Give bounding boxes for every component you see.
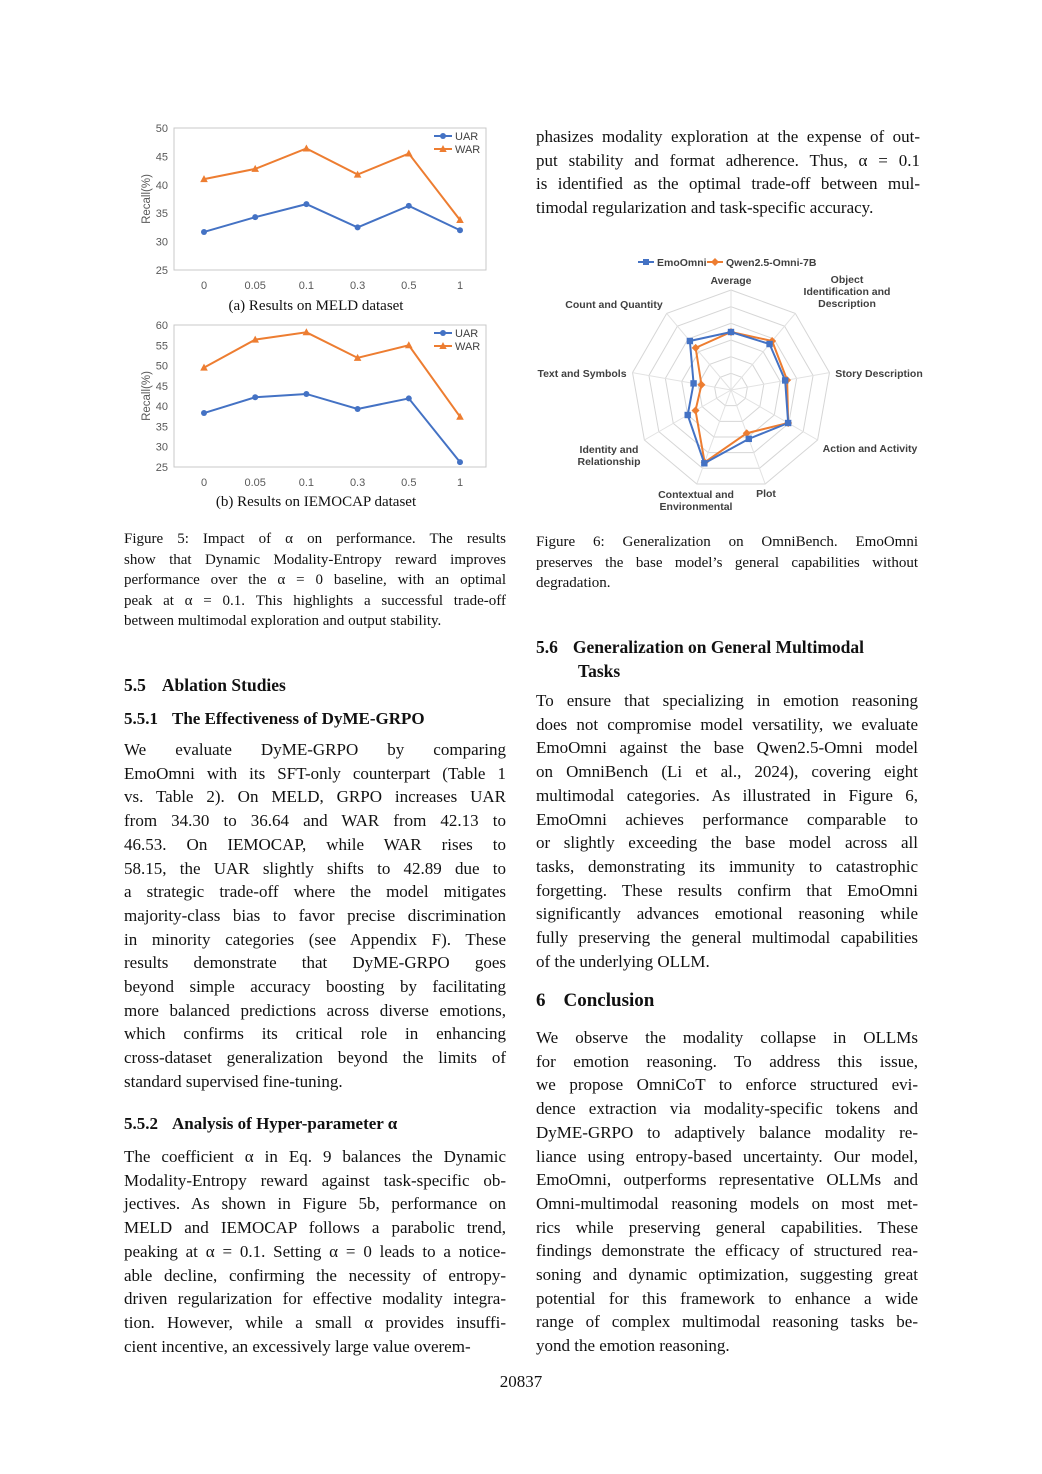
paragraph-5-5-2-line: tion. However, while a small α provides insuffi- [124,1312,506,1332]
paragraph-6-line: liance using entropy-based uncertainty. Our model, [536,1146,918,1166]
section-6-heading: 6 Conclusion [536,990,655,1011]
section-5-5-2-heading: 5.5.2 Analysis of Hyper-parameter α [124,1114,398,1133]
section-5-6-paragraph [536,689,918,973]
data-point [355,406,361,412]
paragraph-5-5-1-line: majority-class bias to favor precise discrimination [124,905,506,925]
series-line-war [204,332,460,416]
section-5-5-2-paragraph [124,1145,506,1358]
radar-axis-label-line: Identification and [803,286,891,298]
paragraph-5-5-1-line: 58.15, the UAR slightly shifts to 42.89 due to [124,858,506,878]
y-tick-label: 60 [155,320,168,332]
meld-line-chart [136,118,496,310]
figure5-caption-line: Figure 5: Impact of α on performance. The results [124,531,506,547]
x-tick-label: 1 [456,477,464,489]
radar-axis-label-line: Contextual and [658,489,734,501]
data-point [405,150,413,157]
conclusion-paragraph [536,1026,918,1358]
y-tick-label: 45 [155,151,168,164]
x-tick-label: 0 [200,280,208,292]
y-tick-label: 30 [155,236,168,249]
paragraph-5-5-2-line: jectives. As shown in Figure 5b, performance on [124,1194,506,1214]
data-point [406,395,412,401]
paragraph-5-5-1-line: We evaluate DyME-GRPO by comparing [124,740,506,759]
paragraph-6-line: for emotion reasoning. To address this issue, [536,1051,918,1071]
paragraph-5-5-1-line: EmoOmni with its SFT-only counterpart (Table 1 [124,763,506,783]
radar-axis-label [565,299,663,311]
paragraph-6-line: we propose OmniCoT to enforce structured evi- [536,1075,918,1095]
paragraph-continued-line: is identified as the optimal trade-off between mul- [536,174,920,194]
series-line-uar [204,394,460,462]
x-tick-label: 0.1 [298,477,315,489]
paragraph-6-line: potential for this framework to enhance a wide [536,1288,918,1308]
page-number: 20837 [499,1372,543,1391]
paragraph-continued-line: put stability and format adherence. Thus, α = 0.1 [536,150,920,170]
paragraph-5-5-1-line: more balanced predictions across diverse emotions, [124,1000,506,1020]
y-tick-label: 55 [155,340,168,353]
data-point [303,201,309,207]
radar-axis-label [804,274,891,310]
x-tick-label: 0 [200,477,208,489]
legend-label: UAR [455,328,479,340]
y-tick-label: 30 [155,441,168,454]
data-point [405,341,413,348]
radar-axis-label-line: Story Description [835,368,923,380]
paragraph-5-6-line: multimodal categories. As illustrated in Figure 6, [536,785,918,805]
data-point [303,391,309,397]
data-point [355,224,361,230]
radar-axis-label-line: Action and Activity [822,443,918,455]
paragraph-6-line: DyME-GRPO to adaptively balance modality re- [536,1122,918,1142]
radar-spoke [731,373,829,390]
radar-axis-label [658,489,734,513]
radar-point [701,460,707,466]
legend-label: EmoOmni [657,257,707,269]
y-tick-label: 35 [155,208,168,221]
paragraph-5-5-1-line: from 34.30 to 36.64 and WAR from 42.13 to [124,811,506,831]
section-5-6-heading: 5.6 Generalization on General Multimodal Tasks [536,637,865,681]
x-tick-label: 1 [456,280,464,292]
radar-axis-label [756,488,776,500]
meld-subcaption: (a) Results on MELD dataset [228,298,404,314]
paragraph-5-5-1-line: vs. Table 2). On MELD, GRPO increases UAR [124,787,506,807]
x-tick-label: 0.05 [244,477,266,489]
paragraph-6-line: We observe the modality collapse in OLLMs [536,1028,918,1047]
figure6-caption-line: Figure 6: Generalization on OmniBench. EmoOmni [536,534,918,550]
series-line-war [204,148,460,220]
legend-marker [711,258,719,266]
y-axis-label: Recall(%) [141,371,153,421]
data-point [406,203,412,209]
radar-point [782,377,788,383]
data-point [252,394,258,400]
y-tick-label: 50 [155,360,168,373]
radar-axis-label [835,368,923,380]
radar-point [690,380,696,386]
paragraph-6-line: findings demonstrate the efficacy of structured rea- [536,1241,918,1261]
iemocap-line-chart [136,315,496,507]
radar-point [687,338,693,344]
figure6-caption-line: degradation. [536,575,611,591]
paragraph-5-6-line: on OmniBench (Li et al., 2024), covering eight [536,762,918,782]
paragraph-6-line: rics while preserving general capabilities. These [536,1217,918,1237]
paragraph-6-line: range of complex multimodal reasoning tasks be- [536,1312,918,1332]
y-tick-label: 40 [155,179,168,192]
paragraph-5-5-2-line: able decline, confirming the necessity of entropy- [124,1265,506,1285]
paragraph-5-6-line: does not compromise model versatility, we evaluate [536,714,918,734]
radar-axis-label-line: Environmental [659,501,733,513]
paragraph-6-line: dence extraction via modality-specific tokens and [536,1099,918,1119]
legend-label: Qwen2.5-Omni-7B [726,257,817,269]
figure6-caption-line: preserves the base model’s general capabilities without [536,554,918,571]
x-tick-label: 0.3 [349,477,366,489]
figure5-caption-line: performance over the α = 0 baseline, with an optimal [124,572,506,588]
radar-axis-label-line: Plot [756,488,776,500]
y-tick-label: 45 [155,380,168,393]
radar-axis-label [710,275,751,287]
paragraph-5-5-2-line: cient incentive, an excessively large value overem- [124,1336,471,1356]
x-tick-label: 0.5 [401,477,417,489]
radar-point [691,407,699,415]
radar-axis-label-line: Average [710,275,752,287]
radar-spoke [667,313,731,390]
radar-axis-label-line: Object [830,274,864,286]
paragraph-5-5-2-line: peaking at α = 0.1. Setting α = 0 leads to a notice- [124,1241,506,1261]
paragraph-5-5-2-line: The coefficient α in Eq. 9 balances the Dynamic [124,1147,506,1166]
figure5-caption-line: show that Dynamic Modality-Entropy reward improves [124,551,506,568]
paragraph-5-6-line: EmoOmni against the base Qwen2.5-Omni model [536,738,918,758]
legend-label: WAR [455,341,481,353]
iemocap-subcaption: (b) Results on IEMOCAP dataset [215,494,417,510]
paragraph-continued-line: phasizes modality exploration at the expense of out- [536,127,920,146]
paragraph-5-6-line: fully preserving the general multimodal capabilities [536,928,918,948]
paragraph-5-5-1-line: a strategic trade-off where the model mitigates [124,882,506,902]
y-tick-label: 40 [155,401,168,414]
data-point [201,229,207,235]
paragraph-5-5-1-line: results demonstrate that DyME-GRPO goes [124,953,506,973]
legend-label: WAR [455,144,481,156]
radar-point [728,329,734,335]
paragraph-6-line: Omni-multimodal reasoning models on most met- [536,1193,918,1213]
paragraph-5-6-line: EmoOmni achieves performance comparable to [536,809,918,829]
paragraph-5-5-1-line: cross-dataset generalization beyond the limits of [124,1048,506,1068]
x-tick-label: 0.05 [244,280,266,292]
radar-axis-label-line: Count and Quantity [565,299,663,311]
radar-axis-label-line: Identity and [579,444,639,456]
radar-point [684,412,690,418]
paragraph-6-line: soning and dynamic optimization, suggesting great [536,1265,918,1285]
continued-paragraph [536,125,920,220]
radar-axis-label-line: Relationship [577,456,641,468]
paragraph-continued-line: timodal regularization and task-specific accuracy. [536,198,874,218]
radar-axis-label-line: Description [818,298,876,310]
paragraph-6-line: EmoOmni, outperforms representative OLLMs and [536,1170,918,1190]
paragraph-5-6-line: tasks, demonstrating its immunity to catastrophic [536,856,918,876]
y-axis-label: Recall(%) [141,174,153,224]
figure5-caption [124,529,506,632]
legend-marker [440,133,446,139]
paragraph-5-5-1-line: standard supervised fine-tuning. [124,1071,343,1091]
figure5-caption-line: between multimodal exploration and output stability. [124,613,442,629]
paragraph-5-5-2-line: MELD and IEMOCAP follows a parabolic trend, [124,1218,506,1238]
section-5-5-1-heading: 5.5.1 The Effectiveness of DyME-GRPO [124,709,425,728]
data-point [201,410,207,416]
paragraph-5-6-line: significantly advances emotional reasoning while [536,904,918,924]
paragraph-5-5-1-line: beyond simple accuracy boosting by facilitating [124,977,506,997]
paragraph-5-6-line: of the underlying OLLM. [536,951,710,971]
series-line-uar [204,204,460,232]
y-tick-label: 25 [155,462,168,474]
data-point [457,227,463,233]
radar-spoke [633,373,731,390]
radar-point [746,436,752,442]
section-5-5-heading: 5.5 Ablation Studies [124,675,286,695]
paragraph-5-6-line: forgetting. These results confirm that EmoOmni [536,880,918,900]
paragraph-5-6-line: or slightly exceeding the base model across all [536,833,918,853]
data-point [457,459,463,465]
legend-marker [440,330,446,336]
data-point [252,214,258,220]
legend-label: UAR [455,131,479,143]
paragraph-5-5-2-line: Modality-Entropy reward against task-specific ob- [124,1170,506,1190]
radar-axis-label [537,368,626,380]
radar-axis-label-line: Text and Symbols [537,368,627,380]
radar-axis-label [577,444,640,468]
x-tick-label: 0.3 [349,280,366,292]
y-tick-label: 25 [155,265,168,277]
paragraph-6-line: yond the emotion reasoning. [536,1336,730,1356]
paragraph-5-5-1-line: 46.53. On IEMOCAP, while WAR rises to [124,834,506,854]
paragraph-5-6-line: To ensure that specializing in emotion reasoning [536,691,918,710]
y-tick-label: 50 [155,123,168,135]
radar-point [785,420,791,426]
radar-point [766,341,772,347]
x-tick-label: 0.1 [298,280,315,292]
paragraph-5-5-1-line: in minority categories (see Appendix F). These [124,929,506,949]
figure5-caption-line: peak at α = 0.1. This highlights a successful trade-off [124,592,506,609]
paragraph-5-5-1-line: which confirms its critical role in enhancing [124,1024,506,1044]
radar-axis-label [823,443,918,455]
data-point [303,144,311,151]
omnibench-radar-chart [530,250,930,520]
figure6-caption [536,532,918,594]
y-tick-label: 35 [155,421,168,434]
paragraph-5-5-2-line: driven regularization for effective modality integra- [124,1289,506,1309]
legend-marker [643,259,649,265]
x-tick-label: 0.5 [401,280,417,292]
radar-series-emoomni [688,332,788,463]
section-5-5-1-paragraph [124,738,506,1094]
